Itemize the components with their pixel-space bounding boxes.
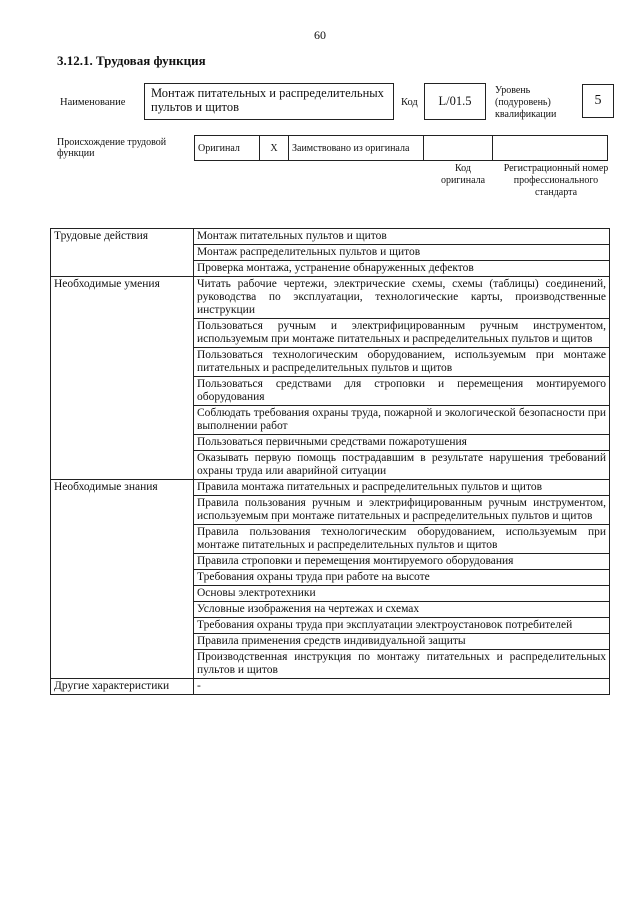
level-value: 5 [582,84,614,118]
item-cell: Требования охраны труда при эксплуатации электроустановок потребителей [194,618,610,634]
labor-function-table [50,228,610,695]
table-row [51,480,610,496]
item-cell: Монтаж распределительных пультов и щитов [194,245,610,261]
origin-table [194,135,608,161]
item-cell: Пользоваться первичными средствами пожаротушения [194,435,610,451]
code-value: L/01.5 [424,83,486,120]
code-original-cell [424,136,493,161]
item-cell: Соблюдать требования охраны труда, пожарной и экологической безопасности при выполнении работ [194,406,610,435]
item-cell: Пользоваться технологическим оборудованием, используемым при монтаже питательных и распределительных пультов и щитов [194,348,610,377]
reg-number-cell [493,136,608,161]
reg-number-caption: Регистрационный номер профессионального стандарта [503,163,609,198]
item-cell: Основы электротехники [194,586,610,602]
item-cell: Правила пользования ручным и электрифицированным ручным инструментом, используемым при монтаже питательных и распределительных пультов и щитов [194,496,610,525]
item-cell: Условные изображения на чертежах и схемах [194,602,610,618]
level-label: Уровень (подуровень) квалификации [495,85,557,120]
page-number: 60 [314,28,326,42]
original-label: Оригинал [195,136,260,161]
item-cell: Проверка монтажа, устранение обнаруженных дефектов [194,261,610,277]
name-label: Наименование [60,97,126,108]
original-mark: X [260,136,289,161]
item-cell: Требования охраны труда при работе на высоте [194,570,610,586]
section-title: 3.12.1. Трудовая функция [57,53,206,68]
code-original-caption: Код оригинала [440,163,486,186]
table-row [51,679,610,695]
item-cell: Монтаж питательных пультов и щитов [194,229,610,245]
origin-label: Происхождение трудовой функции [57,137,167,159]
item-cell: Оказывать первую помощь пострадавшим в результате нарушения требований охраны труда или аварийной ситуации [194,451,610,480]
item-cell: Правила пользования технологическим оборудованием, используемым при монтаже питательных и распределительных пультов и щитов [194,525,610,554]
item-cell: - [194,679,610,695]
item-cell: Производственная инструкция по монтажу питательных и распределительных пультов и щитов [194,650,610,679]
item-cell: Правила монтажа питательных и распределительных пультов и щитов [194,480,610,496]
item-cell: Правила применения средств индивидуальной защиты [194,634,610,650]
table-row [51,277,610,319]
item-cell: Читать рабочие чертежи, электрические схемы, схемы (таблицы) соединений, руководства по эксплуатации, технологические карты, производственные инструкции [194,277,610,319]
item-cell: Пользоваться ручным и электрифицированным ручным инструментом, используемым при монтаже питательных и распределительных пультов и щитов [194,319,610,348]
category-cell: Трудовые действия [51,229,194,277]
category-cell: Необходимые умения [51,277,194,480]
name-value: Монтаж питательных и распределительных пультов и щитов [144,83,394,120]
item-cell: Правила строповки и перемещения монтируемого оборудования [194,554,610,570]
item-cell: Пользоваться средствами для строповки и перемещения монтируемого оборудования [194,377,610,406]
table-row [51,229,610,245]
category-cell: Другие характеристики [51,679,194,695]
borrowed-label: Заимствовано из оригинала [289,136,424,161]
category-cell: Необходимые знания [51,480,194,679]
code-label: Код [401,97,418,108]
